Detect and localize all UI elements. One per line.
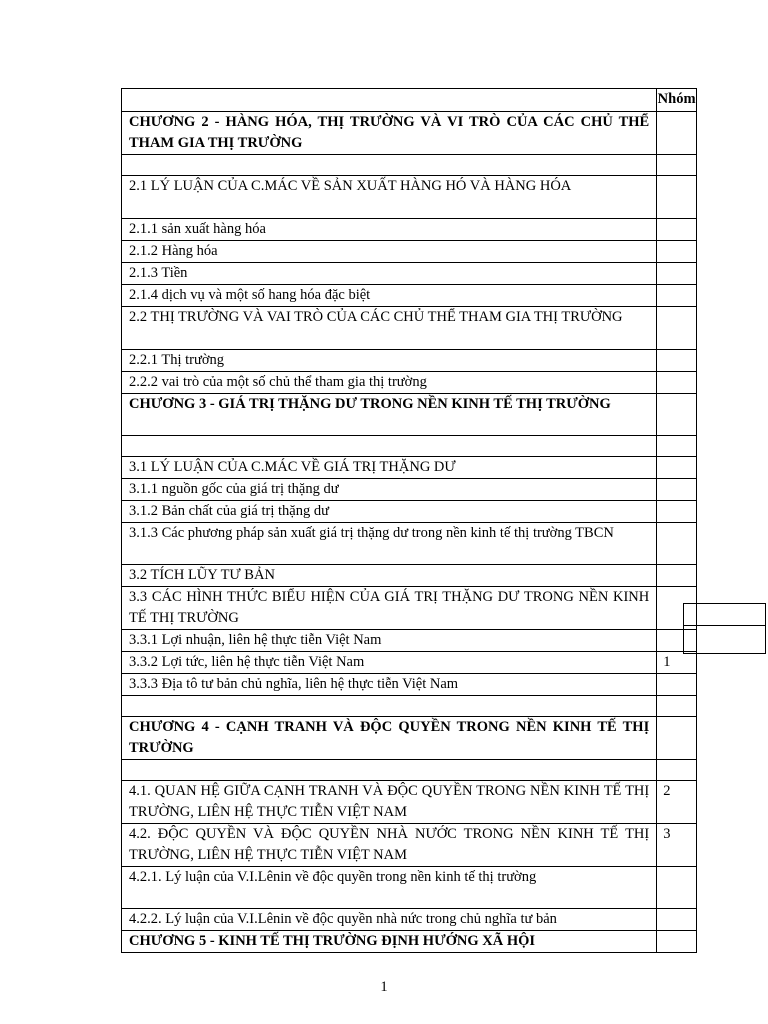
group-cell: 2 <box>657 781 697 824</box>
group-cell <box>657 501 697 523</box>
group-cell <box>657 219 697 241</box>
table-row <box>122 501 697 523</box>
section-title-cell: 3.1 LÝ LUẬN CỦA C.MÁC VỀ GIÁ TRỊ THẶNG DƯ <box>122 457 657 479</box>
floating-box-divider <box>683 625 766 626</box>
section-title-cell: CHƯƠNG 2 - HÀNG HÓA, THỊ TRƯỜNG VÀ VI TRÒ CỦA CÁC CHỦ THỂ THAM GIA THỊ TRƯỜNG <box>122 112 657 155</box>
page-number: 1 <box>380 979 388 995</box>
section-title-cell: 2.2.1 Thị trường <box>122 350 657 372</box>
section-title-cell: 2.1 LÝ LUẬN CỦA C.MÁC VỀ SẢN XUẤT HÀNG HÓ VÀ HÀNG HÓA <box>122 176 657 219</box>
section-title-cell: CHƯƠNG 4 - CẠNH TRANH VÀ ĐỘC QUYỀN TRONG NỀN KINH TẾ THỊ TRƯỜNG <box>122 717 657 760</box>
section-title-cell: 3.3 CÁC HÌNH THỨC BIỂU HIỆN CỦA GIÁ TRỊ THẶNG DƯ TRONG NỀN KINH TẾ THỊ TRƯỜNG <box>122 587 657 630</box>
section-title-cell: 3.3.3 Địa tô tư bản chủ nghĩa, liên hệ thực tiễn Việt Nam <box>122 674 657 696</box>
table-row <box>122 285 697 307</box>
group-cell <box>657 760 697 781</box>
table-row <box>122 241 697 263</box>
section-title-cell: CHƯƠNG 3 - GIÁ TRỊ THẶNG DƯ TRONG NỀN KINH TẾ THỊ TRƯỜNG <box>122 394 657 436</box>
table-row <box>122 674 697 696</box>
group-cell <box>657 155 697 176</box>
group-cell <box>657 350 697 372</box>
group-cell <box>657 457 697 479</box>
table-row <box>122 219 697 241</box>
table-row <box>122 479 697 501</box>
table-row <box>122 176 697 219</box>
table-row <box>122 760 697 781</box>
table-row <box>122 587 697 630</box>
group-cell <box>657 931 697 953</box>
table-row <box>122 652 697 674</box>
group-cell <box>657 372 697 394</box>
group-cell <box>657 696 697 717</box>
section-title-cell: 2.1.4 dịch vụ và một số hang hóa đặc biệt <box>122 285 657 307</box>
section-title-cell: 4.2.1. Lý luận của V.I.Lênin về độc quyền trong nền kinh tế thị trường <box>122 867 657 909</box>
group-cell <box>657 285 697 307</box>
group-cell <box>657 867 697 909</box>
toc-table-body <box>122 89 697 953</box>
chapter-row <box>122 717 697 760</box>
floating-text-box <box>683 603 766 654</box>
group-cell <box>657 674 697 696</box>
group-cell <box>657 112 697 155</box>
section-title-cell: 2.1.1 sản xuất hàng hóa <box>122 219 657 241</box>
section-title-cell: 3.1.3 Các phương pháp sản xuất giá trị thặng dư trong nền kinh tế thị trường TBCN <box>122 523 657 565</box>
toc-table <box>121 88 697 953</box>
section-title-cell <box>122 760 657 781</box>
table-row <box>122 824 697 867</box>
group-cell: 3 <box>657 824 697 867</box>
header-blank-cell <box>122 89 657 112</box>
table-row <box>122 307 697 350</box>
table-row <box>122 781 697 824</box>
group-cell: 1 <box>657 652 697 674</box>
group-cell <box>657 565 697 587</box>
group-cell <box>657 176 697 219</box>
table-row <box>122 263 697 285</box>
section-title-cell: 2.1.2 Hàng hóa <box>122 241 657 263</box>
table-row <box>122 350 697 372</box>
group-cell <box>657 479 697 501</box>
table-row <box>122 630 697 652</box>
section-title-cell: 2.2 THỊ TRƯỜNG VÀ VAI TRÒ CỦA CÁC CHỦ THỂ THAM GIA THỊ TRƯỜNG <box>122 307 657 350</box>
table-row <box>122 867 697 909</box>
section-title-cell: 4.2. ĐỘC QUYỀN VÀ ĐỘC QUYỀN NHÀ NƯỚC TRONG NỀN KINH TẾ THỊ TRƯỜNG, LIÊN HỆ THỰC TIỄN VIỆT NAM <box>122 824 657 867</box>
table-row <box>122 696 697 717</box>
table-row <box>122 523 697 565</box>
section-title-cell: CHƯƠNG 5 - KINH TẾ THỊ TRƯỜNG ĐỊNH HƯỚNG XÃ HỘI <box>122 931 657 953</box>
table-row <box>122 457 697 479</box>
group-cell <box>657 909 697 931</box>
chapter-row <box>122 394 697 436</box>
group-cell <box>657 241 697 263</box>
table-row <box>122 372 697 394</box>
section-title-cell <box>122 696 657 717</box>
table-row <box>122 155 697 176</box>
section-title-cell: 3.3.2 Lợi tức, liên hệ thực tiễn Việt Nam <box>122 652 657 674</box>
section-title-cell: 3.2 TÍCH LŨY TƯ BẢN <box>122 565 657 587</box>
section-title-cell: 4.1. QUAN HỆ GIỮA CẠNH TRANH VÀ ĐỘC QUYỀN TRONG NỀN KINH TẾ THỊ TRƯỜNG, LIÊN HỆ THỰC TIỄN VIỆT NAM <box>122 781 657 824</box>
section-title-cell <box>122 155 657 176</box>
group-cell <box>657 394 697 436</box>
chapter-row <box>122 112 697 155</box>
table-header-row <box>122 89 697 112</box>
section-title-cell: 4.2.2. Lý luận của V.I.Lênin về độc quyền nhà nức trong chủ nghĩa tư bản <box>122 909 657 931</box>
section-title-cell: 2.2.2 vai trò của một số chủ thể tham gia thị trường <box>122 372 657 394</box>
chapter-row <box>122 931 697 953</box>
group-cell <box>657 436 697 457</box>
section-title-cell: 2.1.3 Tiền <box>122 263 657 285</box>
table-row <box>122 909 697 931</box>
group-cell <box>657 307 697 350</box>
section-title-cell: 3.3.1 Lợi nhuận, liên hệ thực tiễn Việt Nam <box>122 630 657 652</box>
group-cell <box>657 717 697 760</box>
group-cell <box>657 263 697 285</box>
section-title-cell: 3.1.2 Bản chất của giá trị thặng dư <box>122 501 657 523</box>
section-title-cell <box>122 436 657 457</box>
group-column-header: Nhóm <box>657 89 697 112</box>
table-row <box>122 436 697 457</box>
table-row <box>122 565 697 587</box>
group-cell <box>657 523 697 565</box>
section-title-cell: 3.1.1 nguồn gốc của giá trị thặng dư <box>122 479 657 501</box>
